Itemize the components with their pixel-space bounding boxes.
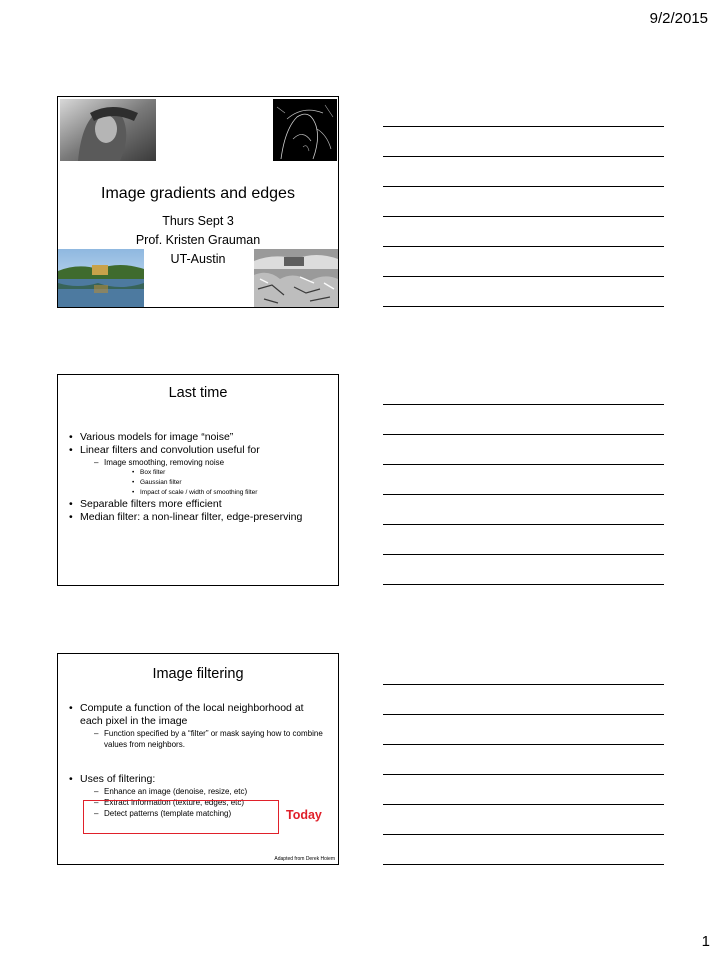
sub-bullet-item: – Extract information (texture, edges, etc) — [80, 797, 326, 808]
sub-bullet-item — [80, 457, 332, 498]
note-line — [383, 306, 664, 307]
sub-bullets — [80, 457, 332, 498]
sub-sub-bullet-item: • Box filter — [104, 468, 332, 478]
sub-sub-bullet-item: • Impact of scale / width of smoothing filter — [104, 488, 332, 498]
bullet-text: Separable filters more efficient — [80, 498, 222, 510]
bullet-text: Linear filters and convolution useful for — [80, 444, 260, 456]
sub-bullet-text: Image smoothing, removing noise — [104, 458, 225, 467]
bullet-text: Median filter: a non-linear filter, edge-preserving — [80, 511, 303, 523]
lena-photo — [60, 99, 156, 161]
slide-3-title: Image filtering — [152, 666, 244, 682]
note-line — [383, 216, 664, 217]
slide-1-author: Prof. Kristen Grauman — [135, 233, 261, 247]
page-date: 9/2/2015 — [649, 10, 708, 27]
note-line — [383, 714, 664, 715]
slide-1-title: Image gradients and edges — [101, 185, 295, 202]
bullet-text: Compute a function of the local neighborhood at each pixel in the image — [80, 702, 304, 727]
slide-1 — [57, 96, 339, 308]
landscape-photo — [58, 249, 144, 307]
note-line — [383, 554, 664, 555]
note-line — [383, 464, 664, 465]
note-line — [383, 494, 664, 495]
slide-2 — [57, 374, 339, 586]
bullet-text: Various models for image “noise” — [80, 431, 234, 443]
sub-bullet-item: – Detect patterns (template matching) — [80, 808, 326, 819]
note-line — [383, 834, 664, 835]
note-line — [383, 684, 664, 685]
sub-bullets — [80, 728, 326, 750]
sub-sub-bullets — [104, 468, 332, 498]
note-line — [383, 434, 664, 435]
bullet-item — [64, 511, 332, 524]
slide-1-affiliation: UT-Austin — [170, 252, 226, 266]
edge-map-photo — [273, 99, 337, 161]
note-line — [383, 126, 664, 127]
slide-2-bullets — [64, 431, 332, 524]
note-line — [383, 246, 664, 247]
note-line — [383, 584, 664, 585]
bullet-item — [64, 431, 332, 444]
note-line — [383, 276, 664, 277]
sub-bullet-item: – Function specified by a “filter” or mask saying how to combine values from neighbors. — [80, 728, 326, 750]
sub-sub-bullet-item: • Gaussian filter — [104, 478, 332, 488]
slide-3-bullets-a — [64, 702, 326, 750]
slide-3 — [57, 653, 339, 865]
slide-1-date: Thurs Sept 3 — [162, 214, 234, 228]
note-line — [383, 804, 664, 805]
bullet-item — [64, 498, 332, 511]
note-line — [383, 524, 664, 525]
today-highlight-box — [83, 800, 279, 834]
sub-bullet-item: – Enhance an image (denoise, resize, etc) — [80, 786, 326, 797]
page-number: 1 — [701, 933, 710, 950]
today-label: Today — [286, 808, 322, 822]
edge-landscape-photo — [254, 249, 338, 307]
note-line — [383, 744, 664, 745]
note-line — [383, 774, 664, 775]
slide-3-credit: Adapted from Derek Hoiem — [274, 856, 335, 862]
note-line — [383, 404, 664, 405]
bullet-text: Uses of filtering: — [80, 773, 156, 785]
note-line — [383, 864, 664, 865]
bullet-item — [64, 444, 332, 498]
note-line — [383, 156, 664, 157]
note-line — [383, 186, 664, 187]
slide-2-title: Last time — [168, 385, 228, 401]
bullet-item — [64, 702, 326, 750]
